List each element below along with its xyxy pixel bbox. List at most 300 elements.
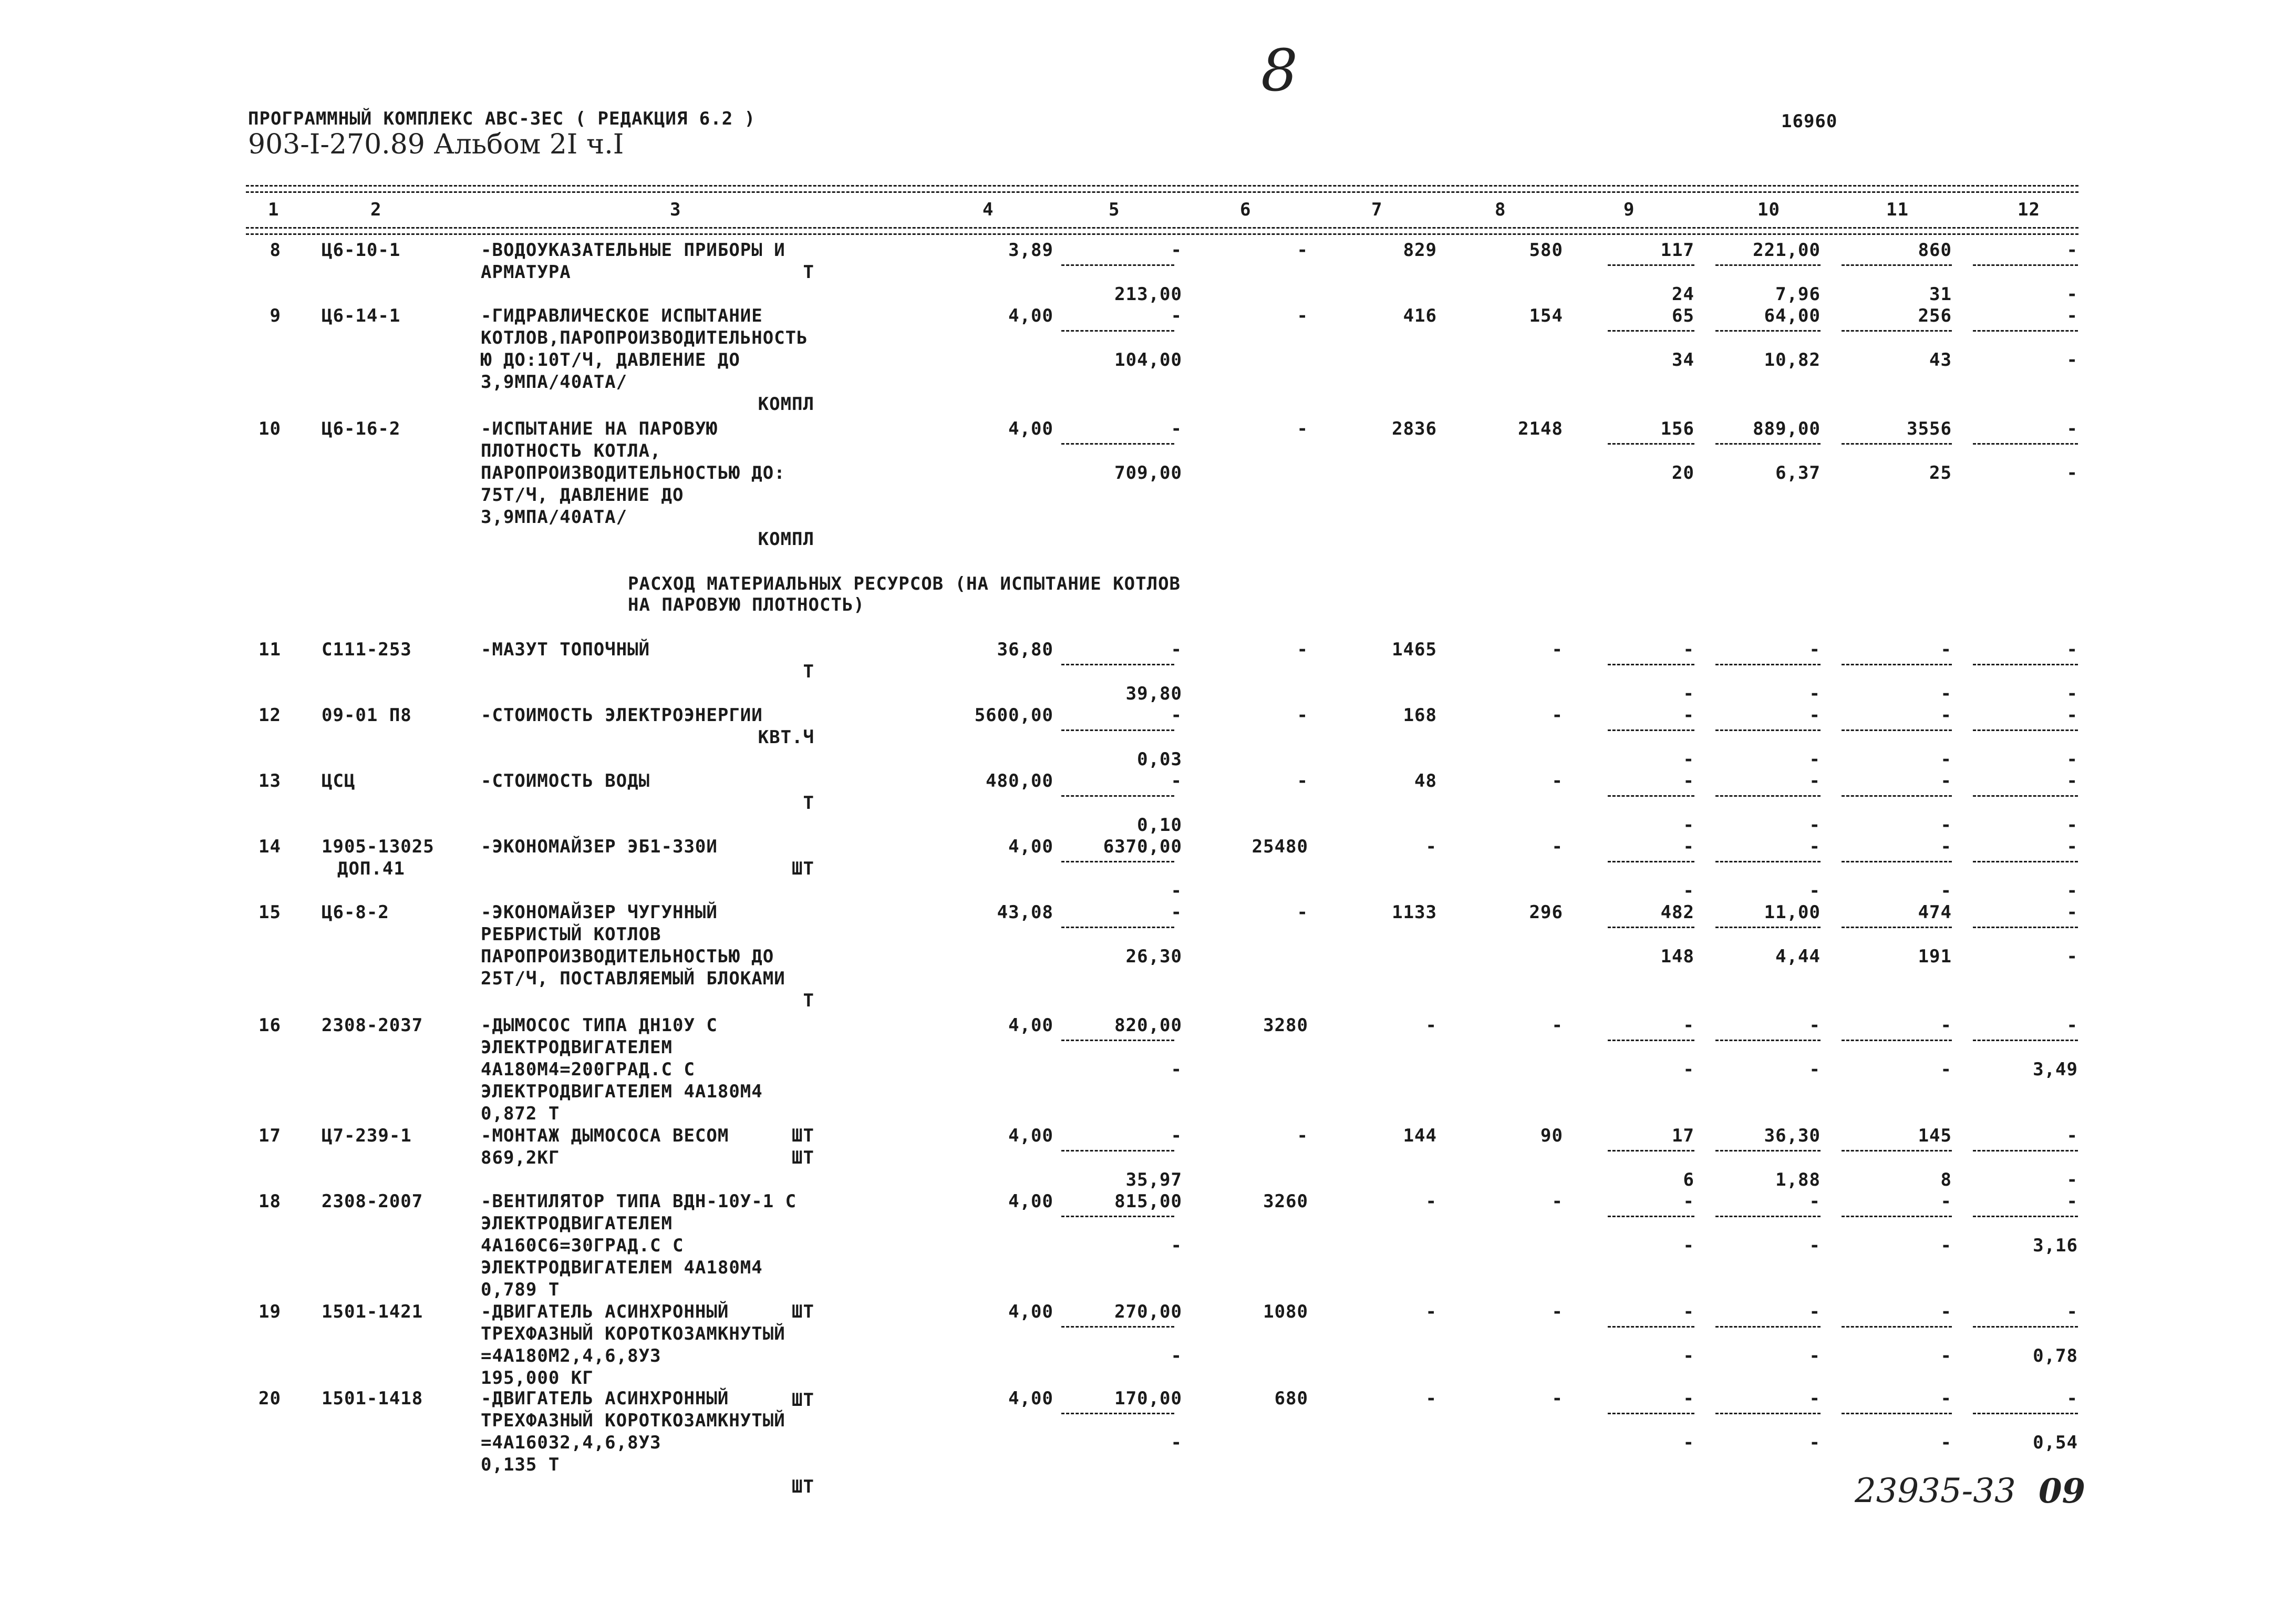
col5-bottom: 0,10 — [1137, 815, 1182, 836]
cell-divider — [1842, 1150, 1952, 1152]
col9-bottom: 6 — [1683, 1169, 1694, 1190]
footer-stamp: 23935-33 — [1855, 1472, 2016, 1510]
description-line: ЭЛЕКТРОДВИГАТЕЛЕМ — [481, 1037, 673, 1058]
col11-top: - — [1940, 770, 1952, 791]
unit: КВТ.Ч — [758, 727, 814, 748]
cell-divider — [1608, 927, 1694, 928]
cell-divider — [1608, 264, 1694, 266]
cell-divider — [1608, 443, 1694, 445]
col7: 144 — [1403, 1125, 1437, 1146]
cell-divider — [1842, 443, 1952, 445]
col5-bottom: 26,30 — [1125, 946, 1182, 967]
cell-divider — [1061, 1040, 1174, 1041]
program-line: ПРОГРАММНЫЙ КОМПЛЕКС АВС-3ЕС ( РЕДАКЦИЯ 6.2 ) — [248, 108, 756, 129]
resource-code: 2308-2007 — [322, 1191, 423, 1212]
col11-top: - — [1940, 639, 1952, 660]
row-number: 17 — [258, 1125, 281, 1146]
col6: - — [1297, 240, 1308, 261]
description-line: -ДЫМОСОС ТИПА ДН10У С — [481, 1015, 718, 1036]
description-line: -ВЕНТИЛЯТОР ТИПА ВДН-10У-1 С — [481, 1191, 797, 1212]
col12-top: - — [2066, 418, 2078, 439]
cell-divider — [1842, 1040, 1952, 1041]
col11-top: - — [1940, 1301, 1952, 1322]
col9-bottom: 24 — [1672, 284, 1694, 305]
cell-divider — [1842, 729, 1952, 731]
col6: 3280 — [1263, 1015, 1308, 1036]
col11-bottom: - — [1940, 749, 1952, 770]
col9-top: - — [1683, 1301, 1694, 1322]
col9-bottom: - — [1683, 815, 1694, 836]
col8: - — [1552, 770, 1563, 791]
col6: 25480 — [1252, 836, 1308, 857]
col6: - — [1297, 1125, 1308, 1146]
cell-divider — [1061, 330, 1174, 332]
col11-top: - — [1940, 836, 1952, 857]
description-line: 0,789 Т — [481, 1279, 560, 1300]
col12-bottom: - — [2066, 1169, 2078, 1190]
quantity: 5600,00 — [974, 705, 1053, 726]
cell-divider — [1973, 264, 2078, 266]
cell-divider — [1715, 1150, 1821, 1152]
column-number: 8 — [1495, 199, 1506, 220]
col5-bottom: - — [1171, 1059, 1182, 1080]
resource-code: ЦСЦ — [322, 770, 356, 791]
cell-divider — [1715, 927, 1821, 928]
unit: ШТ — [792, 858, 814, 879]
quantity: 4,00 — [1008, 836, 1053, 857]
cell-divider — [1973, 1216, 2078, 1217]
description-line: ТРЕХФАЗНЫЙ КОРОТКОЗАМКНУТЫЙ — [481, 1323, 785, 1344]
description-line: -СТОИМОСТЬ ВОДЫ — [481, 770, 650, 791]
quantity: 480,00 — [986, 770, 1053, 791]
album-line: 903-I-270.89 Альбом 2I ч.I — [248, 129, 624, 160]
col10-bottom: - — [1809, 1059, 1821, 1080]
col11-top: - — [1940, 1191, 1952, 1212]
col12-top: - — [2066, 836, 2078, 857]
cell-divider — [1973, 861, 2078, 862]
resource-code: Ц6-16-2 — [322, 418, 401, 439]
cell-divider — [1715, 729, 1821, 731]
col9-bottom: - — [1683, 1059, 1694, 1080]
col8: - — [1552, 1388, 1563, 1409]
description-line: 195,000 КГ — [481, 1368, 594, 1389]
cell-divider — [1715, 1216, 1821, 1217]
col10-bottom: - — [1809, 1432, 1821, 1453]
col7: 2836 — [1392, 418, 1437, 439]
header-rule-bottom-2 — [246, 233, 2078, 235]
row-number: 20 — [258, 1388, 281, 1409]
cell-divider — [1715, 330, 1821, 332]
col8: 580 — [1529, 240, 1563, 261]
cell-divider — [1715, 1040, 1821, 1041]
col12-bottom: - — [2066, 683, 2078, 704]
col10-bottom: 7,96 — [1775, 284, 1821, 305]
col10-bottom: 10,82 — [1764, 349, 1821, 371]
quantity: 4,00 — [1008, 1388, 1053, 1409]
col11-bottom: - — [1940, 683, 1952, 704]
col11-bottom: - — [1940, 1235, 1952, 1256]
col8: - — [1552, 1191, 1563, 1212]
column-number: 1 — [268, 199, 280, 220]
column-number: 12 — [2018, 199, 2040, 220]
row-number: 15 — [258, 902, 281, 923]
unit: ШТ — [792, 1147, 814, 1168]
column-number: 3 — [670, 199, 681, 220]
col6: - — [1297, 418, 1308, 439]
unit: ШТ — [792, 1301, 814, 1322]
col10-top: 36,30 — [1764, 1125, 1821, 1146]
footer-sheet: 09 — [2039, 1472, 2086, 1511]
col5-bottom: 104,00 — [1114, 349, 1182, 371]
description-line: 3,9МПА/40АТА/ — [481, 372, 628, 393]
col5-top: - — [1171, 705, 1182, 726]
col12-bottom: 3,16 — [2033, 1235, 2078, 1256]
col5-bottom: 709,00 — [1114, 462, 1182, 484]
col10-top: - — [1809, 1301, 1821, 1322]
cell-divider — [1973, 1326, 2078, 1328]
col11-bottom: - — [1940, 880, 1952, 901]
col5-top: - — [1171, 902, 1182, 923]
resource-code: 1905-13025 — [322, 836, 435, 857]
cell-divider — [1608, 729, 1694, 731]
cell-divider — [1061, 1326, 1174, 1328]
cell-divider — [1061, 1413, 1174, 1414]
col10-bottom: - — [1809, 1345, 1821, 1366]
description-line: Ю ДО:10Т/Ч, ДАВЛЕНИЕ ДО — [481, 349, 740, 371]
col11-top: 145 — [1918, 1125, 1952, 1146]
col9-top: 482 — [1660, 902, 1694, 923]
cell-divider — [1842, 927, 1952, 928]
col9-top: - — [1683, 1191, 1694, 1212]
description-line: -ДВИГАТЕЛЬ АСИНХРОННЫЙ — [481, 1388, 729, 1409]
col7: 829 — [1403, 240, 1437, 261]
col11-bottom: 8 — [1940, 1169, 1952, 1190]
col11-bottom: 25 — [1929, 462, 1952, 484]
cell-divider — [1973, 1413, 2078, 1414]
cell-divider — [1061, 443, 1174, 445]
unit: Т — [803, 262, 814, 283]
col10-bottom: 6,37 — [1775, 462, 1821, 484]
cell-divider — [1715, 664, 1821, 665]
col12-bottom: - — [2066, 462, 2078, 484]
col12-bottom: 0,78 — [2033, 1345, 2078, 1366]
column-number: 4 — [982, 199, 994, 220]
description-line: 25Т/Ч, ПОСТАВЛЯЕМЫЙ БЛОКАМИ — [481, 968, 785, 989]
col7: - — [1425, 1388, 1437, 1409]
col6: 1080 — [1263, 1301, 1308, 1322]
col12-bottom: 3,49 — [2033, 1059, 2078, 1080]
col10-top: - — [1809, 639, 1821, 660]
col5-top: - — [1171, 240, 1182, 261]
col6: - — [1297, 639, 1308, 660]
col9-top: 117 — [1660, 240, 1694, 261]
cell-divider — [1715, 1413, 1821, 1414]
cell-divider — [1973, 729, 2078, 731]
cell-divider — [1608, 1326, 1694, 1328]
cell-divider — [1973, 1040, 2078, 1041]
column-number: 9 — [1623, 199, 1635, 220]
header-rule-top — [246, 185, 2078, 187]
col10-top: 11,00 — [1764, 902, 1821, 923]
cell-divider — [1842, 330, 1952, 332]
col10-bottom: - — [1809, 683, 1821, 704]
col5-top: 820,00 — [1114, 1015, 1182, 1036]
col11-top: 474 — [1918, 902, 1952, 923]
description-line: ЭЛЕКТРОДВИГАТЕЛЕМ 4А180М4 — [481, 1081, 763, 1102]
col12-top: - — [2066, 770, 2078, 791]
col11-bottom: - — [1940, 1432, 1952, 1453]
unit: ШТ — [792, 1476, 814, 1497]
col9-bottom: - — [1683, 683, 1694, 704]
col8: - — [1552, 705, 1563, 726]
cell-divider — [1842, 1216, 1952, 1217]
doc-code: 16960 — [1781, 111, 1838, 132]
col11-bottom: - — [1940, 1059, 1952, 1080]
col11-bottom: 43 — [1929, 349, 1952, 371]
col9-top: 65 — [1672, 305, 1694, 326]
description-line: -СТОИМОСТЬ ЭЛЕКТРОЭНЕРГИИ — [481, 705, 763, 726]
unit: КОМПЛ — [758, 529, 814, 550]
cell-divider — [1061, 1216, 1174, 1217]
col10-top: - — [1809, 1191, 1821, 1212]
col5-bottom: - — [1171, 1432, 1182, 1453]
col5-top: - — [1171, 418, 1182, 439]
col5-top: - — [1171, 639, 1182, 660]
quantity: 4,00 — [1008, 1015, 1053, 1036]
col10-bottom: - — [1809, 815, 1821, 836]
col7: - — [1425, 1191, 1437, 1212]
col9-bottom: 20 — [1672, 462, 1694, 484]
col10-top: - — [1809, 1388, 1821, 1409]
col9-top: - — [1683, 705, 1694, 726]
header-rule-top-2 — [246, 191, 2078, 193]
resource-code: Ц7-239-1 — [322, 1125, 412, 1146]
col5-bottom: - — [1171, 1235, 1182, 1256]
description-line: 3,9МПА/40АТА/ — [481, 507, 628, 528]
resource-code: 1501-1418 — [322, 1388, 423, 1409]
resource-code: Ц6-8-2 — [322, 902, 389, 923]
column-number: 5 — [1109, 199, 1120, 220]
description-line: АРМАТУРА — [481, 262, 571, 283]
description-line: -ГИДРАВЛИЧЕСКОЕ ИСПЫТАНИЕ — [481, 305, 763, 326]
cell-divider — [1715, 1326, 1821, 1328]
cell-divider — [1842, 795, 1952, 797]
col12-top: - — [2066, 305, 2078, 326]
col5-top: - — [1171, 770, 1182, 791]
cell-divider — [1973, 330, 2078, 332]
description-line: 4А180М4=200ГРАД.С С — [481, 1059, 695, 1080]
description-line: 75Т/Ч, ДАВЛЕНИЕ ДО — [481, 485, 684, 506]
col9-top: - — [1683, 1015, 1694, 1036]
cell-divider — [1715, 861, 1821, 862]
col9-top: 156 — [1660, 418, 1694, 439]
description-line: -ВОДОУКАЗАТЕЛЬНЫЕ ПРИБОРЫ И — [481, 240, 785, 261]
unit: ШТ — [792, 1125, 814, 1146]
col9-top: - — [1683, 1388, 1694, 1409]
col6: 680 — [1274, 1388, 1308, 1409]
page-number: 8 — [1261, 37, 1298, 104]
col5-bottom: 39,80 — [1125, 683, 1182, 704]
cell-divider — [1608, 1413, 1694, 1414]
col9-top: - — [1683, 770, 1694, 791]
row-number: 16 — [258, 1015, 281, 1036]
col12-top: - — [2066, 639, 2078, 660]
description-line: 4А160С6=30ГРАД.С С — [481, 1235, 684, 1256]
row-number: 9 — [270, 305, 281, 326]
cell-divider — [1715, 795, 1821, 797]
col7: - — [1425, 1301, 1437, 1322]
row-number: 14 — [258, 836, 281, 857]
col10-bottom: 4,44 — [1775, 946, 1821, 967]
resource-code: 1501-1421 — [322, 1301, 423, 1322]
description-line: ЭЛЕКТРОДВИГАТЕЛЕМ — [481, 1213, 673, 1234]
cell-divider — [1608, 1150, 1694, 1152]
col9-top: - — [1683, 836, 1694, 857]
cell-divider — [1061, 795, 1174, 797]
cell-divider — [1842, 264, 1952, 266]
quantity: 4,00 — [1008, 1301, 1053, 1322]
cell-divider — [1973, 443, 2078, 445]
cell-divider — [1608, 1040, 1694, 1041]
description-line: 869,2КГ — [481, 1147, 560, 1168]
cell-divider — [1608, 861, 1694, 862]
col10-top: - — [1809, 705, 1821, 726]
quantity: 3,89 — [1008, 240, 1053, 261]
cell-divider — [1715, 443, 1821, 445]
description-line: -МОНТАЖ ДЫМОСОСА ВЕСОМ — [481, 1125, 729, 1146]
description-line: -МАЗУТ ТОПОЧНЫЙ — [481, 639, 650, 660]
column-number: 7 — [1371, 199, 1383, 220]
col12-top: - — [2066, 1388, 2078, 1409]
header-rule-bottom — [246, 227, 2078, 229]
column-number: 2 — [370, 199, 382, 220]
description-line: ТРЕХФАЗНЫЙ КОРОТКОЗАМКНУТЫЙ — [481, 1410, 785, 1431]
cell-divider — [1061, 1150, 1174, 1152]
cell-divider — [1842, 1326, 1952, 1328]
cell-divider — [1715, 264, 1821, 266]
cell-divider — [1842, 664, 1952, 665]
quantity: 4,00 — [1008, 305, 1053, 326]
col9-bottom: - — [1683, 749, 1694, 770]
cell-divider — [1061, 927, 1174, 928]
description-line: -ЭКОНОМАЙЗЕР ЭБ1-330И — [481, 836, 718, 857]
col12-top: - — [2066, 1015, 2078, 1036]
col10-top: 64,00 — [1764, 305, 1821, 326]
cell-divider — [1608, 330, 1694, 332]
col11-bottom: 31 — [1929, 284, 1952, 305]
cell-divider — [1842, 1413, 1952, 1414]
resource-code: 09-01 П8 — [322, 705, 412, 726]
description-line: -ДВИГАТЕЛЬ АСИНХРОННЫЙ — [481, 1301, 729, 1322]
col10-top: - — [1809, 770, 1821, 791]
col12-bottom: - — [2066, 284, 2078, 305]
column-number: 10 — [1757, 199, 1780, 220]
col5-bottom: 0,03 — [1137, 749, 1182, 770]
col7: - — [1425, 1015, 1437, 1036]
unit: Т — [803, 990, 814, 1011]
col11-bottom: - — [1940, 1345, 1952, 1366]
col8: 90 — [1540, 1125, 1563, 1146]
col6: - — [1297, 305, 1308, 326]
col12-top: - — [2066, 1125, 2078, 1146]
col5-top: - — [1171, 1125, 1182, 1146]
resource-code: Ц6-14-1 — [322, 305, 401, 326]
col11-top: - — [1940, 1015, 1952, 1036]
cell-divider — [1608, 664, 1694, 665]
col7: 1133 — [1392, 902, 1437, 923]
col10-top: - — [1809, 836, 1821, 857]
col11-top: 3556 — [1907, 418, 1952, 439]
col12-bottom: - — [2066, 815, 2078, 836]
quantity: 4,00 — [1008, 1125, 1053, 1146]
col9-bottom: - — [1683, 1235, 1694, 1256]
resource-code: С111-253 — [322, 639, 412, 660]
col8: 2148 — [1518, 418, 1563, 439]
col10-bottom: - — [1809, 1235, 1821, 1256]
quantity: 43,08 — [997, 902, 1053, 923]
col6: - — [1297, 902, 1308, 923]
col12-bottom: 0,54 — [2033, 1432, 2078, 1453]
description-line: ЭЛЕКТРОДВИГАТЕЛЕМ 4А180М4 — [481, 1257, 763, 1278]
description-line: КОТЛОВ,ПАРОПРОИЗВОДИТЕЛЬНОСТЬ — [481, 327, 808, 348]
col12-bottom: - — [2066, 749, 2078, 770]
unit: Т — [803, 793, 814, 814]
cell-divider — [1061, 664, 1174, 665]
col10-bottom: - — [1809, 880, 1821, 901]
col5-bottom: - — [1171, 880, 1182, 901]
col12-top: - — [2066, 240, 2078, 261]
col7: 48 — [1414, 770, 1437, 791]
section-title-2: НА ПАРОВУЮ ПЛОТНОСТЬ) — [628, 594, 865, 615]
col5-top: - — [1171, 305, 1182, 326]
cell-divider — [1608, 795, 1694, 797]
cell-divider — [1973, 1150, 2078, 1152]
col8: - — [1552, 1301, 1563, 1322]
col12-bottom: - — [2066, 880, 2078, 901]
cell-divider — [1973, 664, 2078, 665]
col5-top: 270,00 — [1114, 1301, 1182, 1322]
col10-bottom: - — [1809, 749, 1821, 770]
cell-divider — [1061, 729, 1174, 731]
unit: ШТ — [792, 1390, 814, 1411]
col8: - — [1552, 1015, 1563, 1036]
col5-bottom: 35,97 — [1125, 1169, 1182, 1190]
col5-top: 6370,00 — [1103, 836, 1182, 857]
column-number: 6 — [1240, 199, 1252, 220]
row-number: 18 — [258, 1191, 281, 1212]
col9-bottom: 34 — [1672, 349, 1694, 371]
col8: - — [1552, 639, 1563, 660]
cell-divider — [1973, 795, 2078, 797]
col11-bottom: 191 — [1918, 946, 1952, 967]
col9-bottom: - — [1683, 880, 1694, 901]
col11-top: 860 — [1918, 240, 1952, 261]
col9-top: 17 — [1672, 1125, 1694, 1146]
row-number: 12 — [258, 705, 281, 726]
cell-divider — [1842, 861, 1952, 862]
resource-code: 2308-2037 — [322, 1015, 423, 1036]
row-number: 19 — [258, 1301, 281, 1322]
description-line: -ИСПЫТАНИЕ НА ПАРОВУЮ — [481, 418, 718, 439]
description-line: ПЛОТНОСТЬ КОТЛА, — [481, 440, 661, 461]
col8: 154 — [1529, 305, 1563, 326]
col7: - — [1425, 836, 1437, 857]
row-number: 13 — [258, 770, 281, 791]
col12-top: - — [2066, 705, 2078, 726]
col6: 3260 — [1263, 1191, 1308, 1212]
col10-top: 889,00 — [1753, 418, 1821, 439]
cell-divider — [1061, 861, 1174, 862]
